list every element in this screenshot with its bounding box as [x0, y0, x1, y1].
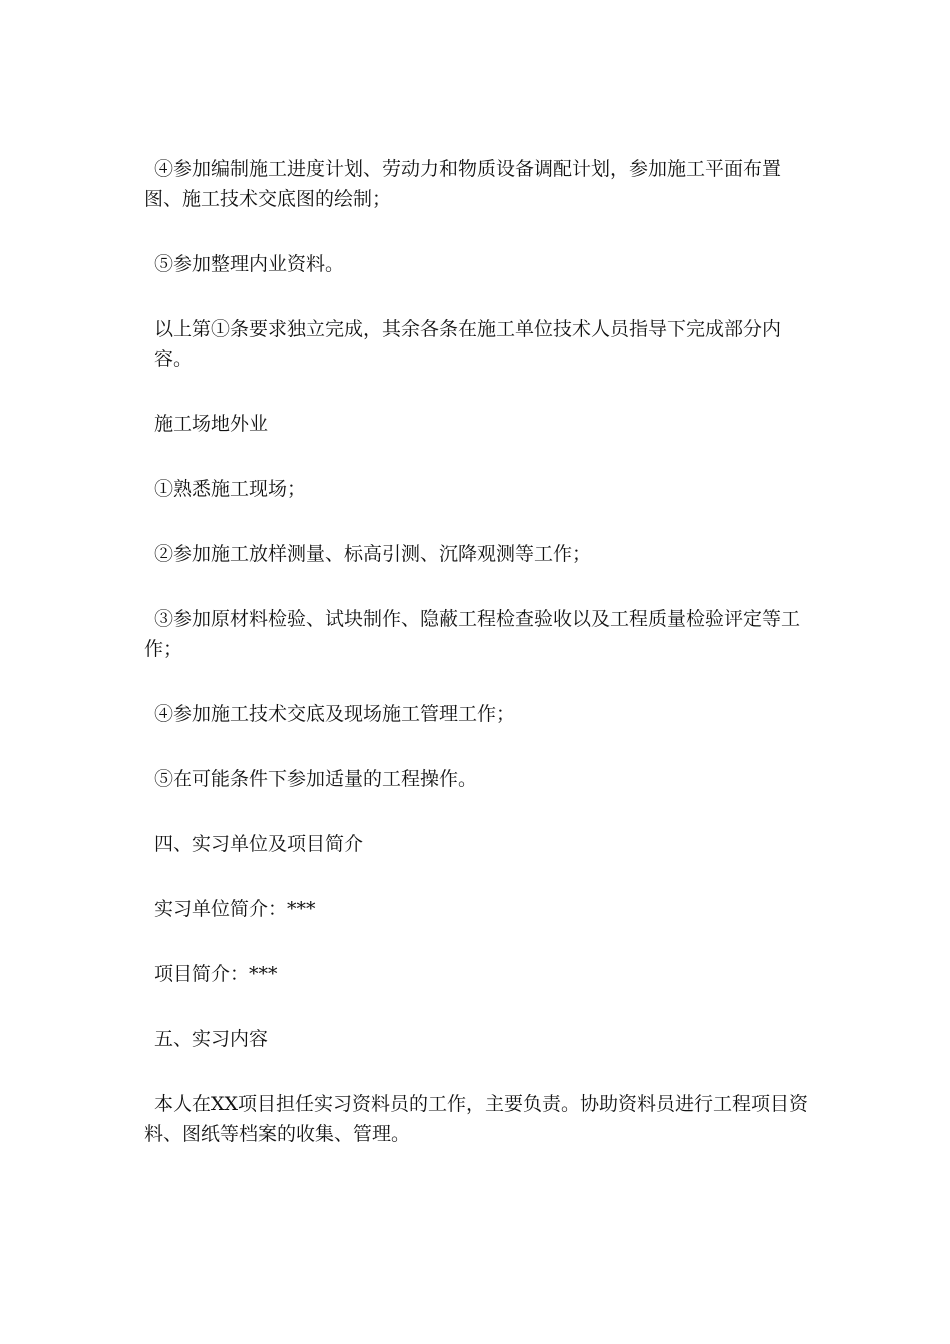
paragraph-site-management: ④参加施工技术交底及现场施工管理工作； — [154, 703, 516, 725]
paragraph-survey-work: ②参加施工放样测量、标高引测、沉降观测等工作； — [154, 543, 592, 565]
paragraph-plan-drawing: ④参加编制施工进度计划、劳动力和物质设备调配计划，参加施工平面布置图、施工技术交底图的绘制； — [144, 158, 782, 210]
paragraph-engineering-operation: ⑤在可能条件下参加适量的工程操作。 — [154, 768, 478, 790]
document-body — [144, 154, 814, 1149]
section-heading-internship-unit: 四、实习单位及项目简介 — [154, 833, 364, 855]
section-heading-site-work: 施工场地外业 — [154, 413, 269, 435]
paragraph-independent-work: 以上第①条要求独立完成，其余各条在施工单位技术人员指导下完成部分内容。 — [154, 318, 782, 370]
paragraph-internal-data: ⑤参加整理内业资料。 — [154, 253, 345, 275]
paragraph-unit-intro: 实习单位简介：*** — [154, 898, 316, 920]
paragraph-project-intro: 项目简介：*** — [154, 963, 278, 985]
paragraph-familiarize-site: ①熟悉施工现场； — [154, 478, 307, 500]
paragraph-role-description: 本人在XX项目担任实习资料员的工作，主要负责。协助资料员进行工程项目资料、图纸等档案的收集、管理。 — [144, 1093, 809, 1145]
section-heading-internship-content: 五、实习内容 — [154, 1028, 269, 1050]
paragraph-quality-inspection: ③参加原材料检验、试块制作、隐蔽工程检查验收以及工程质量检验评定等工作； — [144, 608, 801, 660]
